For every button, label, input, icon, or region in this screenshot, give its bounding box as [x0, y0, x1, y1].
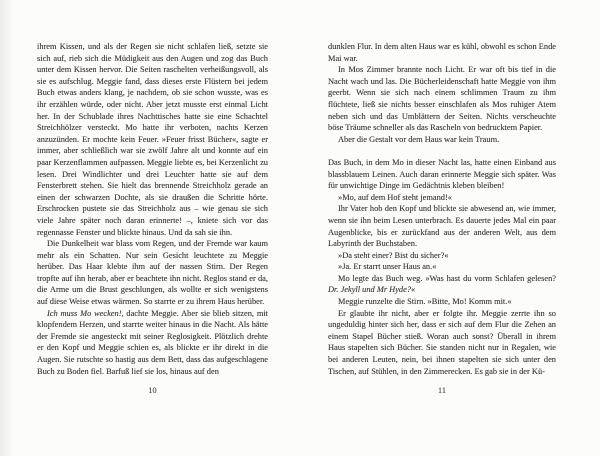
- paragraph: [328, 157, 556, 192]
- text-segment: «: [411, 285, 416, 295]
- italic-text-segment: Ich muss Mo wecken!: [47, 308, 122, 318]
- paragraph: [328, 192, 556, 204]
- text-segment: Aber die Gestalt vor dem Haus war kein Traum.: [338, 134, 500, 144]
- page-number-right: 11: [438, 386, 446, 395]
- paragraph: [328, 203, 556, 249]
- text-segment: Meggie runzelte die Stirn. »Bitte, Mo! Komm mit.«: [338, 297, 512, 307]
- paragraph: [328, 308, 556, 378]
- paragraph: [37, 308, 268, 378]
- text-segment: Er glaubte ihr nicht, aber er folgte ihr. Meggie zerrte ihn so ungeduldig hinter sich her, dass er sich auf dem Flur die Zehen an einem Stapel Bücher stieß. Woran auch sonst? Überall in ihrem Haus stapelten sich Bücher. Sie standen nicht nur in Regalen, wie bei anderen Leuten, nein, bei ihnen stapelten sie sich unter den Tischen, auf Stühlen, in den Zimmerecken. Es gab sie in der Kü-: [328, 308, 556, 376]
- text-segment: In Mos Zimmer brannte noch Licht. Er war oft bis tief in die Nacht wach und las. Die Bücherleidenschaft hatte Meggie von ihm geerbt. Wenn sie sich nach einem schlimmen Traum zu ihm flüchtete, ließ sie nichts besser einschlafen als Mos ruhiger Atem neben sich und das Umblättern der Seiten. Nichts verscheuchte böse Träume schneller als das Rascheln von bedrucktem Papier.: [328, 65, 556, 133]
- scan-edge-shadow: [0, 0, 14, 456]
- paragraph: [328, 41, 556, 64]
- page-right-text: [328, 41, 556, 383]
- italic-text-segment: Dr. Jekyll und Mr Hyde?: [328, 285, 412, 295]
- text-segment: »Mo, auf dem Hof steht jemand!«: [338, 192, 452, 202]
- text-segment: , dachte Meggie. Aber sie blieb sitzen, mit klopfendem Herzen, und starrte weiter hinaus in die Nacht. Als hätte der Fremde sie angesteckt mit seiner Reglosigkeit. Plötzlich drehte er den Kopf und Meggie schien es, als blickte er ihr direkt in die Augen. Sie rutschte so hastig aus dem Bett, dass das aufgeschlagene Buch zu Boden fiel. Barfuß lief sie los, hinaus auf den: [37, 308, 268, 376]
- text-segment: »Da steht einer? Bist du sicher?«: [338, 250, 449, 260]
- page-number-left: 10: [148, 386, 157, 395]
- text-segment: »Ja. Er starrt unser Haus an.«: [338, 262, 437, 272]
- paragraph: [328, 273, 556, 296]
- text-segment: dunklen Flur. In dem alten Haus war es kühl, obwohl es schon Ende Mai war.: [328, 42, 556, 63]
- paragraph: [328, 64, 556, 134]
- text-segment: Ihr Vater hob den Kopf und blickte sie abwesend an, wie immer, wenn sie ihn beim Lesen unterbrach. Es dauerte jedes Mal ein paar Augenblicke, bis er zurückfand aus der anderen Welt, aus dem Labyrinth der Buchstaben.: [328, 204, 556, 249]
- paragraph: [328, 134, 556, 146]
- text-segment: Das Buch, in dem Mo in dieser Nacht las, hatte einen Einband aus blassblauem Leinen. Auch daran erinnerte Meggie sich später. Was für unwichtige Dinge im Gedächtnis kleben bleiben!: [328, 157, 556, 191]
- page-left-text: [37, 41, 268, 383]
- text-segment: Mo legte das Buch weg. »Was hast du vorm Schlafen gelesen?: [338, 273, 556, 283]
- paragraph: [37, 238, 268, 308]
- text-segment: Die Dunkelheit war blass vom Regen, und der Fremde war kaum mehr als ein Schatten. Nur sein Gesicht leuchtete zu Meggie herüber. Das Haar klebte ihm auf der nassen Stirn. Der Regen tropfte auf ihn herab, aber er beachtete ihn nicht. Reglos stand er da, die Arme um die Brust geschlungen, als wollte er sich wenigstens auf diese Weise etwas wärmen. So starrte er zu ihrem Haus herüber.: [37, 239, 268, 307]
- paragraph: [328, 296, 556, 308]
- text-segment: ihrem Kissen, und als der Regen sie nicht schlafen ließ, setzte sie sich auf, rieb sich die Müdigkeit aus den Augen und zog das Buch unter dem Kissen hervor. Die Seiten raschelten verheißungsvoll, als sie es aufschlug. Meggie fand, dass dieses erste Flüstern bei jedem Buch etwas anders klang, je nachdem, ob sie schon wusste, was es ihr erzählen würde, oder nicht. Aber jetzt musste erst einmal Licht her. In der Schublade ihres Nachttisches hatte sie eine Schachtel Streichhölzer versteckt. Mo hatte ihr verboten, nachts Kerzen anzuzünden. Er mochte kein Feuer. »Feuer frisst Bücher«, sagte er immer, aber schließlich war sie zwölf Jahre alt und konnte auf ein paar Kerzenflammen aufpassen. Meggie liebte es, bei Kerzenlicht zu lesen. Drei Windlichter und drei Leuchter hatte sie auf dem Fensterbrett stehen. Sie hielt das brennende Streichholz gerade an einen der schwarzen Dochte, als sie draußen die Schritte hörte. Erschrocken pustete sie das Streichholz aus – wie genau sie sich viele Jahre später noch daran erinnerte! –, kniete sich vor das regennasse Fenster und blickte hinaus. Und da sah sie ihn.: [37, 42, 268, 237]
- paragraph: [328, 250, 556, 262]
- paragraph: [37, 41, 268, 238]
- paragraph: [328, 261, 556, 273]
